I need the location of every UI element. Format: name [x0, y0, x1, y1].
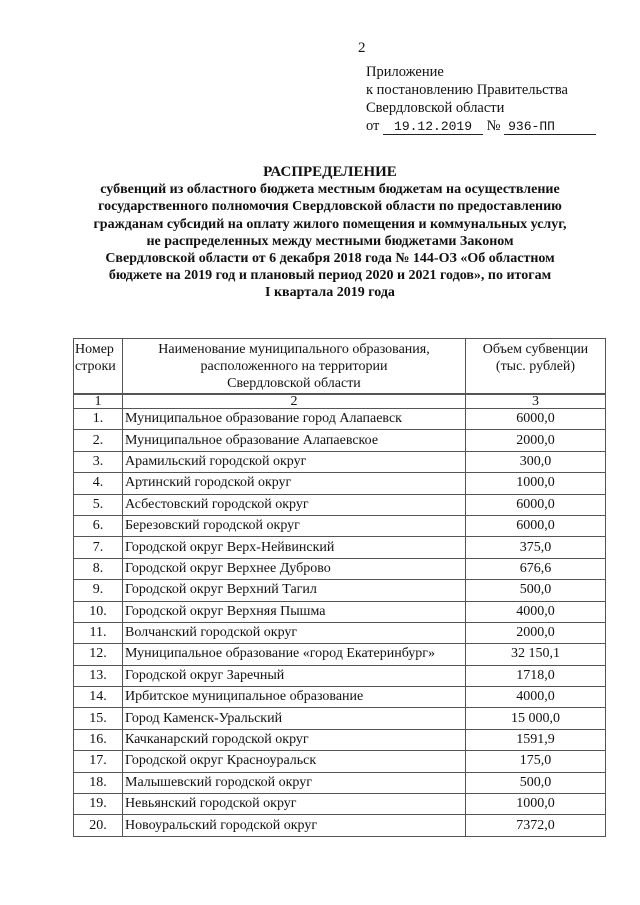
subvention-value: 500,0 [466, 580, 606, 601]
subvention-value: 2000,0 [466, 430, 606, 451]
distribution-table [73, 338, 606, 837]
header-row-number [74, 339, 123, 395]
header-text: Наименование муниципального образования, [158, 342, 430, 357]
subvention-value: 4000,0 [466, 601, 606, 622]
appendix-decree-line [366, 117, 596, 135]
appendix-line-3: Свердловской области [366, 100, 505, 116]
row-number: 17. [74, 751, 123, 772]
appendix-line-2: к постановлению Правительства [366, 82, 568, 98]
table-header-row [74, 339, 606, 395]
table-row [74, 430, 606, 451]
row-number: 14. [74, 687, 123, 708]
municipality-name: Асбестовский городской округ [123, 494, 466, 515]
table-row [74, 751, 606, 772]
row-number: 11. [74, 622, 123, 643]
row-number: 6. [74, 515, 123, 536]
municipality-name: Муниципальное образование «город Екатеринбург» [123, 644, 466, 665]
municipality-name: Городской округ Верхнее Дуброво [123, 558, 466, 579]
row-number: 15. [74, 708, 123, 729]
subvention-value: 7372,0 [466, 815, 606, 836]
subvention-value: 15 000,0 [466, 708, 606, 729]
municipality-name: Качканарский городской округ [123, 729, 466, 750]
subvention-value: 32 150,1 [466, 644, 606, 665]
subvention-value: 6000,0 [466, 515, 606, 536]
subvention-value: 4000,0 [466, 687, 606, 708]
number-label: № [486, 118, 501, 134]
table-row [74, 687, 606, 708]
table-row [74, 665, 606, 686]
municipality-name: Волчанский городской округ [123, 622, 466, 643]
table-row [74, 451, 606, 472]
table-row [74, 580, 606, 601]
municipality-name: Город Каменск-Уральский [123, 708, 466, 729]
title-line: государственного полномочия Свердловской области по предоставлению [98, 199, 562, 215]
appendix-line-1: Приложение [366, 64, 444, 80]
table-row [74, 708, 606, 729]
row-number: 9. [74, 580, 123, 601]
title-line: гражданам субсидий на оплату жилого помещения и коммунальных услуг, [93, 216, 567, 232]
subvention-value: 1591,9 [466, 729, 606, 750]
subvention-value: 6000,0 [466, 494, 606, 515]
title-line: Свердловской области от 6 декабря 2018 года № 144-ОЗ «Об областном [105, 251, 555, 267]
header-text: Объем субвенции [482, 342, 589, 357]
subvention-value: 500,0 [466, 772, 606, 793]
table-row [74, 794, 606, 815]
title-line: I квартала 2019 года [265, 285, 395, 301]
municipality-name: Арамильский городской округ [123, 451, 466, 472]
from-label: от [366, 118, 380, 134]
table-row [74, 601, 606, 622]
header-text: строки [75, 359, 116, 374]
row-number: 12. [74, 644, 123, 665]
row-number: 7. [74, 537, 123, 558]
header-municipality [123, 339, 466, 395]
row-number: 13. [74, 665, 123, 686]
table-row [74, 515, 606, 536]
table-row [74, 558, 606, 579]
municipality-name: Муниципальное образование город Алапаевск [123, 409, 466, 430]
appendix-block [366, 63, 596, 135]
column-number: 3 [466, 394, 606, 409]
subvention-value: 6000,0 [466, 409, 606, 430]
subvention-value: 676,6 [466, 558, 606, 579]
title-line: субвенций из областного бюджета местным бюджетам на осуществление [100, 182, 560, 198]
table-row [74, 815, 606, 836]
row-number: 18. [74, 772, 123, 793]
table-row [74, 473, 606, 494]
subvention-value: 300,0 [466, 451, 606, 472]
title-line: бюджете на 2019 год и плановый период 2020 и 2021 годов», по итогам [108, 268, 552, 284]
table-row [74, 729, 606, 750]
subvention-value: 2000,0 [466, 622, 606, 643]
table-row [74, 494, 606, 515]
municipality-name: Ирбитское муниципальное образование [123, 687, 466, 708]
row-number: 5. [74, 494, 123, 515]
header-text: Номер [75, 342, 114, 357]
municipality-name: Березовский городской округ [123, 515, 466, 536]
subvention-value: 1000,0 [466, 794, 606, 815]
subvention-value: 1000,0 [466, 473, 606, 494]
row-number: 20. [74, 815, 123, 836]
table-row [74, 622, 606, 643]
subvention-value: 375,0 [466, 537, 606, 558]
header-text: Свердловской области [227, 376, 361, 391]
header-text: (тыс. рублей) [495, 359, 576, 374]
row-number: 8. [74, 558, 123, 579]
row-number: 2. [74, 430, 123, 451]
decree-date: 19.12.2019 [383, 119, 483, 135]
decree-number: 936-ПП [504, 119, 596, 135]
municipality-name: Невьянский городской округ [123, 794, 466, 815]
municipality-name: Городской округ Красноуральск [123, 751, 466, 772]
subvention-value: 1718,0 [466, 665, 606, 686]
header-text: расположенного на территории [200, 359, 388, 374]
column-number-row [74, 394, 606, 409]
title-heading: РАСПРЕДЕЛЕНИЕ [263, 164, 397, 180]
municipality-name: Артинский городской округ [123, 473, 466, 494]
page-number: 2 [358, 40, 366, 56]
table-row [74, 772, 606, 793]
table-row [74, 537, 606, 558]
title-line: не распределенных между местными бюджетами Законом [146, 233, 514, 249]
municipality-name: Городской округ Верхний Тагил [123, 580, 466, 601]
document-title [60, 164, 600, 302]
row-number: 3. [74, 451, 123, 472]
municipality-name: Малышевский городской округ [123, 772, 466, 793]
municipality-name: Новоуральский городской округ [123, 815, 466, 836]
municipality-name: Городской округ Заречный [123, 665, 466, 686]
row-number: 10. [74, 601, 123, 622]
table-row [74, 644, 606, 665]
row-number: 19. [74, 794, 123, 815]
header-subvention-amount [466, 339, 606, 395]
table-row [74, 409, 606, 430]
municipality-name: Городской округ Верх-Нейвинский [123, 537, 466, 558]
municipality-name: Городской округ Верхняя Пышма [123, 601, 466, 622]
column-number: 2 [123, 394, 466, 409]
row-number: 1. [74, 409, 123, 430]
subvention-value: 175,0 [466, 751, 606, 772]
column-number: 1 [74, 394, 123, 409]
row-number: 4. [74, 473, 123, 494]
row-number: 16. [74, 729, 123, 750]
municipality-name: Муниципальное образование Алапаевское [123, 430, 466, 451]
